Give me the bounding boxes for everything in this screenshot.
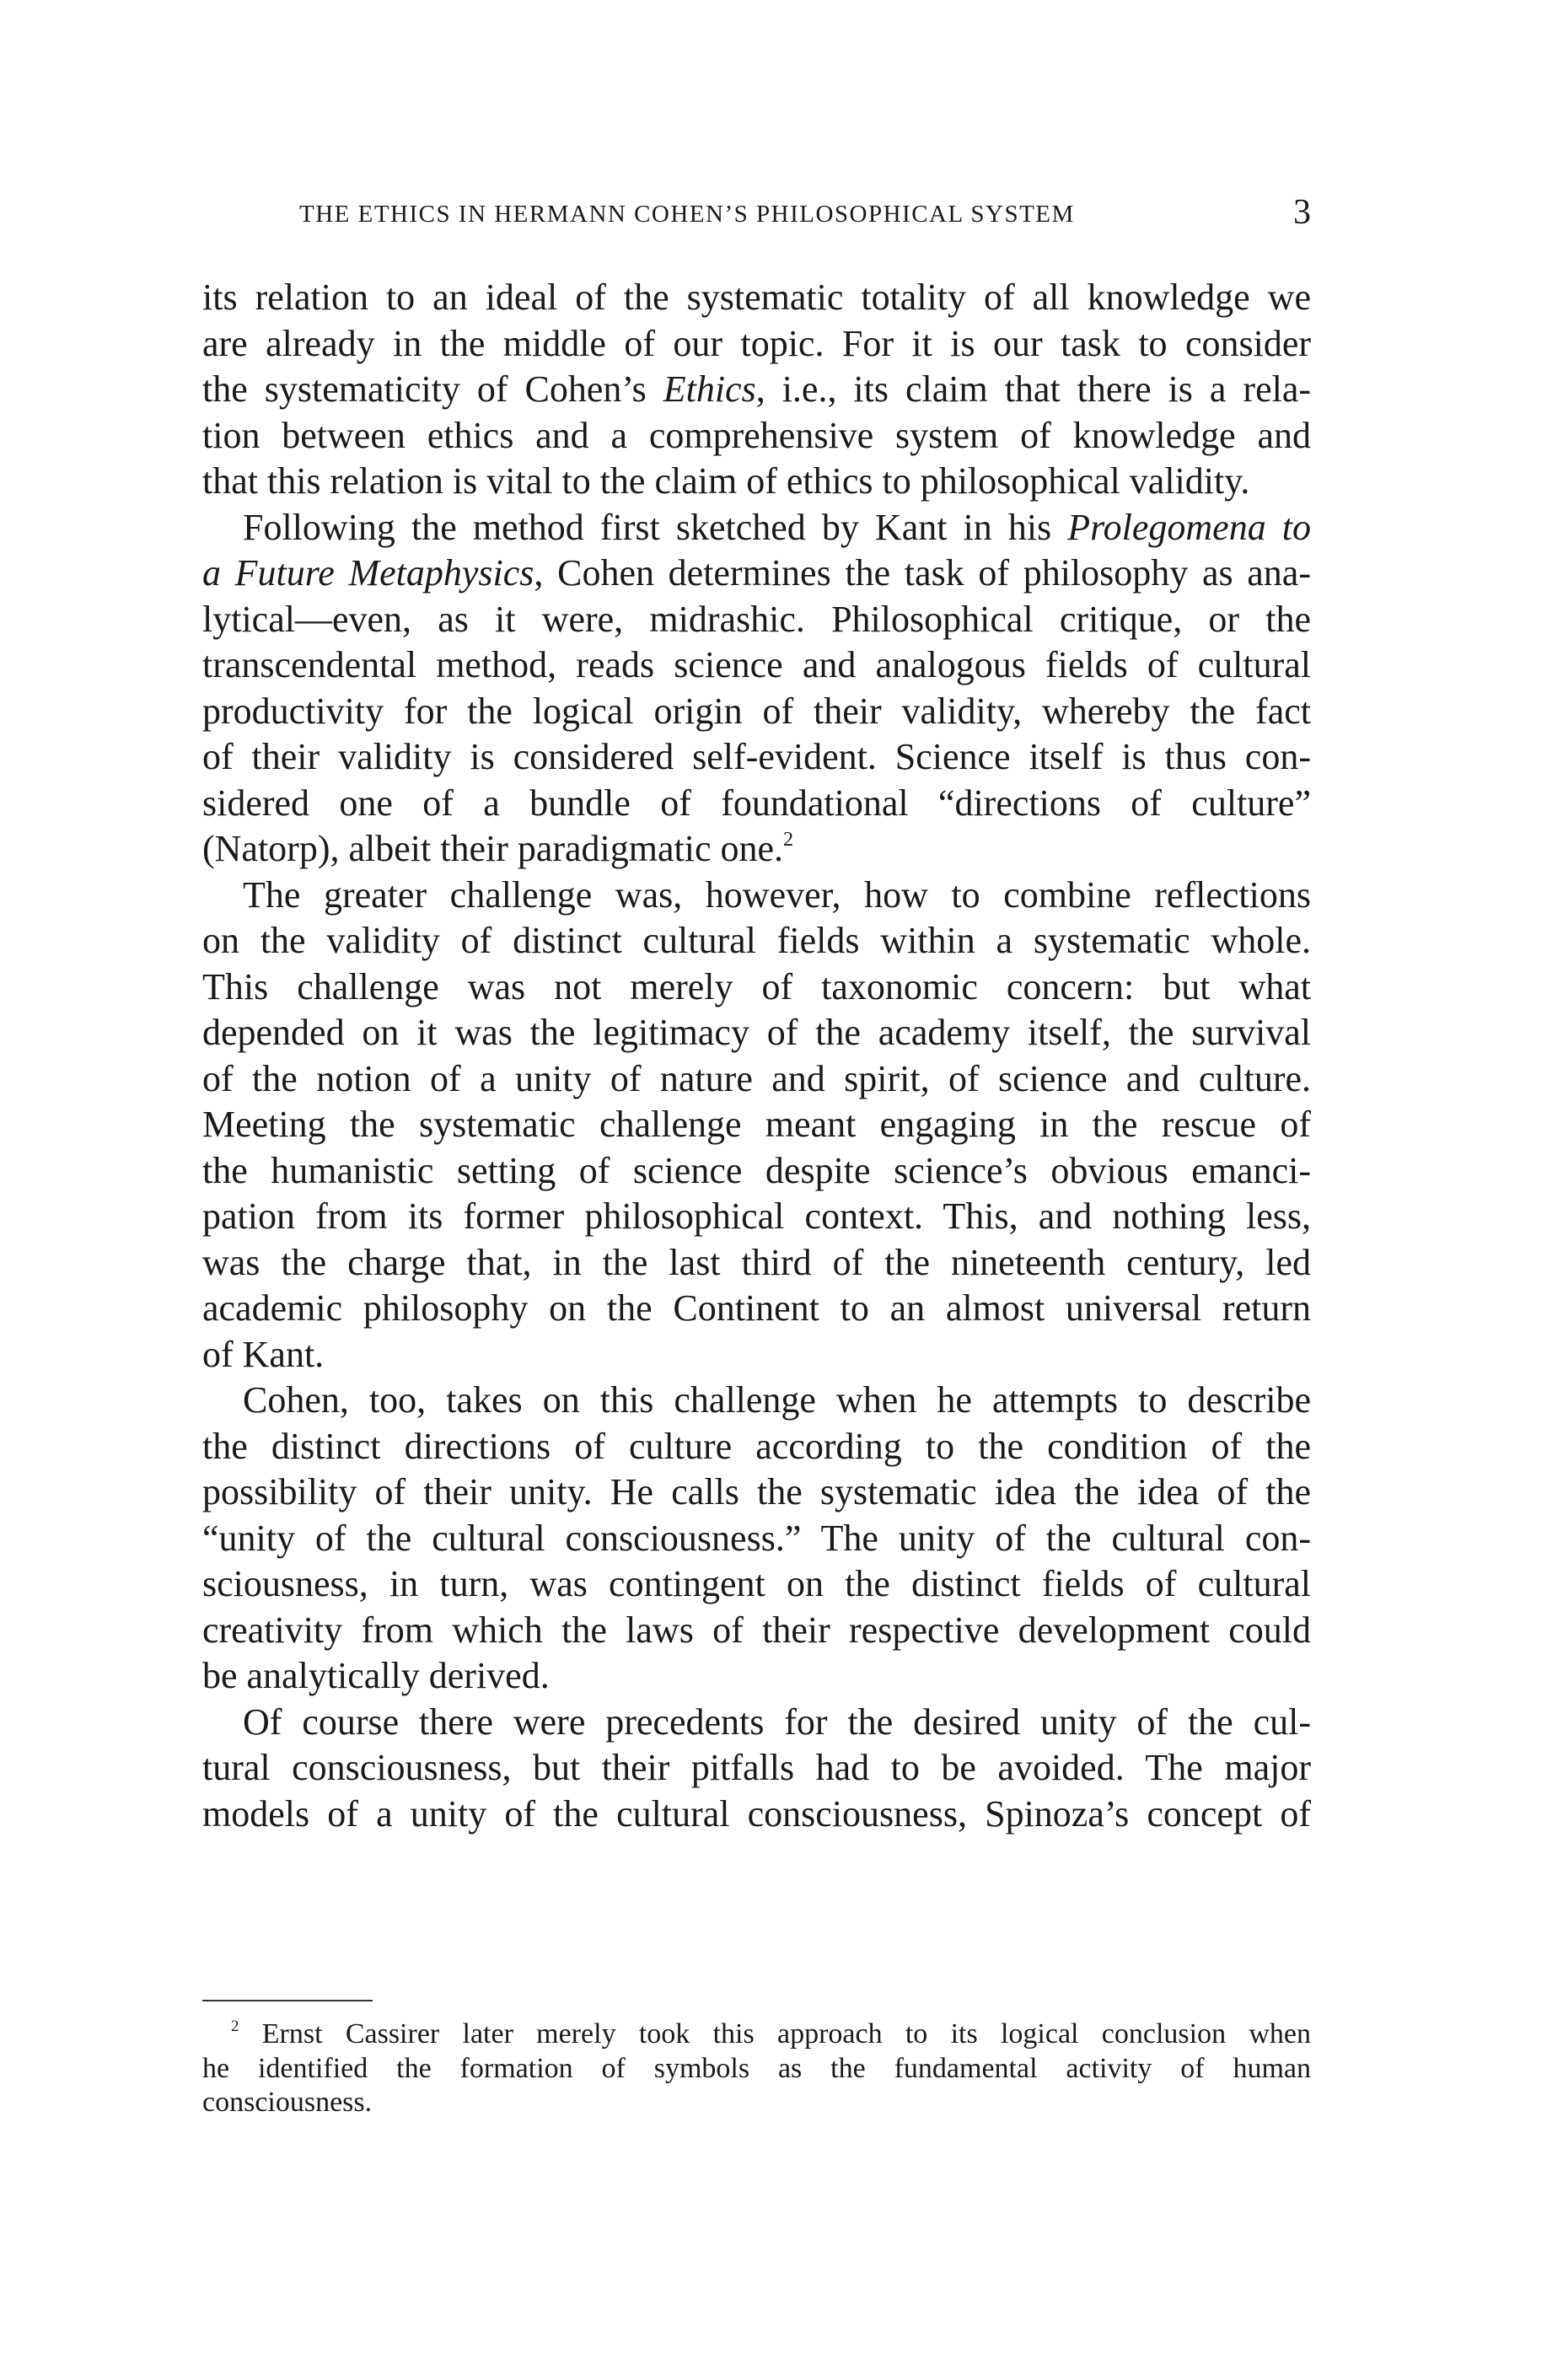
footnote-line: consciousness. bbox=[202, 2087, 373, 2118]
text-line: tion between ethics and a comprehensive system of knowledge and bbox=[202, 414, 1311, 456]
italic-title-prolegomena: Prolegomena to bbox=[1067, 506, 1311, 548]
text-line: possibility of their unity. He calls the systematic idea the idea of the bbox=[202, 1471, 1311, 1512]
footnote-line: $^2$ Ernst Cassirer later merely took this approach to its logical conclusion when bbox=[231, 2017, 1311, 2050]
text-line: of Kant. bbox=[202, 1333, 325, 1375]
text-line: models of a unity of the cultural consciousness, Spinoza’s concept of bbox=[202, 1792, 1311, 1835]
text-line: creativity from which the laws of their respective development could bbox=[202, 1609, 1311, 1651]
text-line: sidered one of a bundle of foundational “directions of culture” bbox=[202, 782, 1311, 824]
text-line: academic philosophy on the Continent to an almost universal return bbox=[202, 1287, 1311, 1329]
text-line: the humanistic setting of science despite science’s obvious emanci- bbox=[202, 1149, 1311, 1191]
text-line: the distinct directions of culture according to the condition of the bbox=[202, 1425, 1311, 1467]
italic-title-ethics: Ethics bbox=[663, 368, 756, 410]
footnote-line: he identified the formation of symbols as the fundamental activity of human bbox=[202, 2052, 1311, 2084]
text-line: (Natorp), albeit their paradigmatic one.$^2$ bbox=[202, 828, 794, 869]
text-line: depended on it was the legitimacy of the academy itself, the survival bbox=[202, 1012, 1311, 1053]
text-line: be analytically derived. bbox=[202, 1655, 550, 1696]
text-line: was the charge that, in the last third of the nineteenth century, led bbox=[202, 1241, 1311, 1283]
italic-title-metaphysics: a Future Metaphysics bbox=[202, 552, 534, 594]
text-line: Of course there were precedents for the desired unity of the cul- bbox=[243, 1700, 1311, 1743]
running-head bbox=[202, 192, 1311, 243]
running-title: THE ETHICS IN HERMANN COHEN’S PHILOSOPHICAL SYSTEM bbox=[299, 201, 1075, 228]
footnote-2 bbox=[202, 2017, 1311, 2120]
text-line: The greater challenge was, however, how to combine reflections bbox=[243, 873, 1311, 916]
text-line: transcendental method, reads science and analogous fields of cultural bbox=[202, 644, 1311, 685]
footnote-divider bbox=[202, 2000, 373, 2001]
text-line: its relation to an ideal of the systematic totality of all knowledge we bbox=[202, 277, 1311, 318]
text-line: Following the method first sketched by Kant in his Prolegomena to bbox=[243, 506, 1311, 548]
text-line: productivity for the logical origin of their validity, whereby the fact bbox=[202, 690, 1311, 732]
text-line: on the validity of distinct cultural fields within a systematic whole. bbox=[202, 920, 1311, 961]
body-text bbox=[202, 275, 1311, 1837]
text-line: Meeting the systematic challenge meant engaging in the rescue of bbox=[202, 1104, 1311, 1145]
text-line: a Future Metaphysics, Cohen determines the task of philosophy as ana- bbox=[202, 552, 1311, 594]
text-line: tural consciousness, but their pitfalls had to be avoided. The major bbox=[202, 1747, 1311, 1788]
text-line: This challenge was not merely of taxonomic concern: but what bbox=[202, 965, 1311, 1007]
footnote-ref-2[interactable]: 2 bbox=[783, 829, 794, 851]
footnote-marker: 2 bbox=[231, 2017, 239, 2035]
text-line: lytical—even, as it were, midrashic. Philosophical critique, or the bbox=[202, 598, 1311, 640]
text-line: of the notion of a unity of nature and spirit, of science and culture. bbox=[202, 1057, 1311, 1099]
text-line: are already in the middle of our topic. For it is our task to consider bbox=[202, 322, 1311, 364]
text-line: the systematicity of Cohen’s Ethics, i.e., its claim that there is a rela- bbox=[202, 368, 1311, 410]
text-line: that this relation is vital to the claim of ethics to philosophical validity. bbox=[202, 460, 1250, 502]
text-line: “unity of the cultural consciousness.” The unity of the cultural con- bbox=[202, 1517, 1311, 1559]
text-line: sciousness, in turn, was contingent on the distinct fields of cultural bbox=[202, 1563, 1311, 1604]
page-number: 3 bbox=[1293, 193, 1311, 232]
text-line: Cohen, too, takes on this challenge when he attempts to describe bbox=[243, 1379, 1311, 1421]
text-line: pation from its former philosophical context. This, and nothing less, bbox=[202, 1195, 1311, 1237]
text-line: of their validity is considered self-evident. Science itself is thus con- bbox=[202, 736, 1311, 777]
